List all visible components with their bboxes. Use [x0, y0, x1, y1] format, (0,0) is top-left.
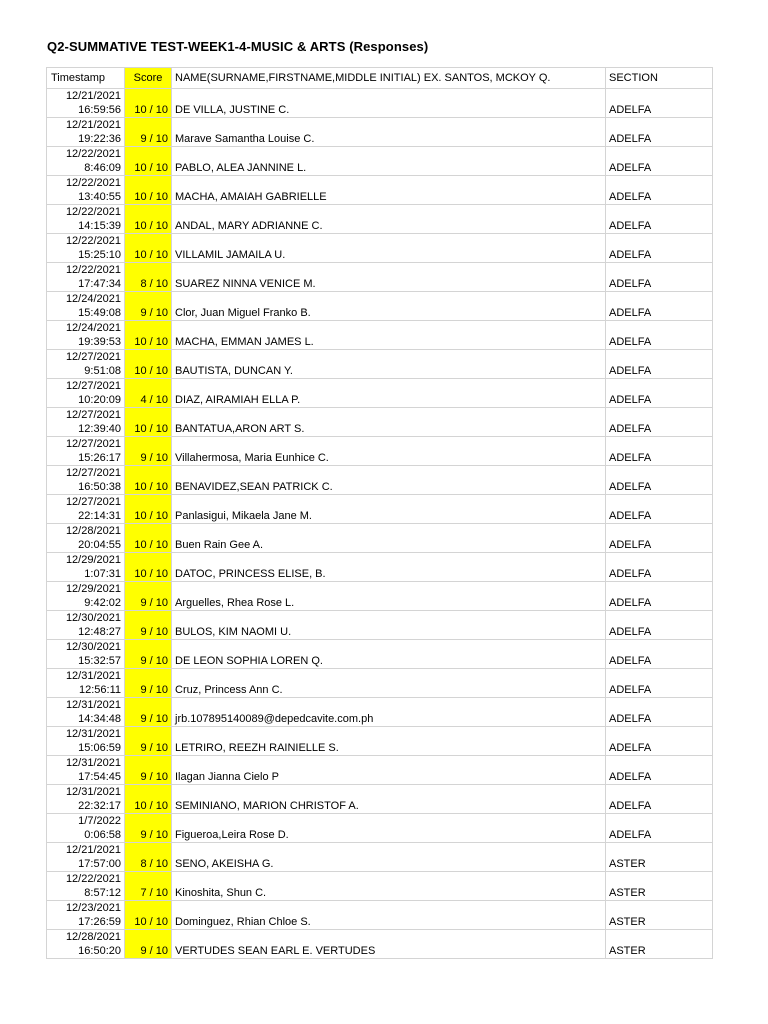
- timestamp-date: 12/24/2021: [65, 322, 121, 334]
- section-cell: ADELFA: [606, 379, 713, 408]
- score-cell: 9 / 10: [125, 640, 172, 669]
- table-row: [47, 727, 713, 756]
- name-cell: BANTATUA,ARON ART S.: [172, 408, 606, 437]
- table-row: [47, 698, 713, 727]
- table-row: [47, 466, 713, 495]
- name-cell: DATOC, PRINCESS ELISE, B.: [172, 553, 606, 582]
- timestamp-time: 17:26:59: [78, 916, 121, 928]
- section-cell: ADELFA: [606, 669, 713, 698]
- table-row: [47, 321, 713, 350]
- score-cell: 9 / 10: [125, 437, 172, 466]
- timestamp-cell: [47, 553, 125, 582]
- timestamp-time: 22:32:17: [78, 800, 121, 812]
- score-cell: 10 / 10: [125, 466, 172, 495]
- timestamp-cell: [47, 118, 125, 147]
- table-row: [47, 118, 713, 147]
- table-row: [47, 234, 713, 263]
- timestamp-date: 12/27/2021: [65, 438, 121, 450]
- timestamp-cell: [47, 872, 125, 901]
- timestamp-date: 12/30/2021: [65, 641, 121, 653]
- score-cell: 9 / 10: [125, 118, 172, 147]
- timestamp-date: 12/29/2021: [65, 554, 121, 566]
- timestamp-cell: [47, 785, 125, 814]
- column-header-name: NAME(SURNAME,FIRSTNAME,MIDDLE INITIAL) EX. SANTOS, MCKOY Q.: [172, 68, 606, 89]
- section-cell: ADELFA: [606, 321, 713, 350]
- timestamp-date: 12/22/2021: [65, 264, 121, 276]
- timestamp-time: 22:14:31: [78, 510, 121, 522]
- name-cell: DE VILLA, JUSTINE C.: [172, 89, 606, 118]
- timestamp-cell: [47, 89, 125, 118]
- timestamp-cell: [47, 698, 125, 727]
- table-row: [47, 901, 713, 930]
- timestamp-time: 12:39:40: [78, 423, 121, 435]
- score-cell: 9 / 10: [125, 930, 172, 959]
- score-cell: 10 / 10: [125, 350, 172, 379]
- timestamp-date: 12/31/2021: [65, 728, 121, 740]
- timestamp-date: 12/28/2021: [65, 931, 121, 943]
- score-cell: 10 / 10: [125, 524, 172, 553]
- timestamp-cell: [47, 727, 125, 756]
- section-cell: ADELFA: [606, 118, 713, 147]
- timestamp-date: 12/22/2021: [65, 873, 121, 885]
- section-cell: ADELFA: [606, 814, 713, 843]
- name-cell: BULOS, KIM NAOMI U.: [172, 611, 606, 640]
- section-cell: ADELFA: [606, 553, 713, 582]
- section-cell: ADELFA: [606, 611, 713, 640]
- name-cell: Figueroa,Leira Rose D.: [172, 814, 606, 843]
- section-cell: ADELFA: [606, 524, 713, 553]
- timestamp-date: 12/31/2021: [65, 670, 121, 682]
- timestamp-time: 12:56:11: [78, 684, 121, 696]
- table-row: [47, 843, 713, 872]
- table-row: [47, 785, 713, 814]
- table-row: [47, 379, 713, 408]
- timestamp-time: 14:15:39: [78, 220, 121, 232]
- timestamp-time: 15:25:10: [78, 249, 121, 261]
- timestamp-time: 8:57:12: [84, 887, 121, 899]
- table-row: [47, 89, 713, 118]
- table-row: [47, 408, 713, 437]
- section-cell: ADELFA: [606, 727, 713, 756]
- timestamp-time: 0:06:58: [84, 829, 121, 841]
- score-cell: 8 / 10: [125, 263, 172, 292]
- timestamp-cell: [47, 292, 125, 321]
- timestamp-time: 12:48:27: [78, 626, 121, 638]
- section-cell: ASTER: [606, 872, 713, 901]
- timestamp-cell: [47, 205, 125, 234]
- table-row: [47, 814, 713, 843]
- timestamp-cell: [47, 930, 125, 959]
- timestamp-time: 15:32:57: [78, 655, 121, 667]
- name-cell: Villahermosa, Maria Eunhice C.: [172, 437, 606, 466]
- section-cell: ADELFA: [606, 640, 713, 669]
- timestamp-time: 13:40:55: [78, 191, 121, 203]
- timestamp-cell: [47, 495, 125, 524]
- section-cell: ADELFA: [606, 292, 713, 321]
- timestamp-time: 15:26:17: [78, 452, 121, 464]
- timestamp-cell: [47, 901, 125, 930]
- section-cell: ADELFA: [606, 176, 713, 205]
- timestamp-cell: [47, 408, 125, 437]
- section-cell: ADELFA: [606, 234, 713, 263]
- timestamp-date: 12/31/2021: [65, 786, 121, 798]
- name-cell: Panlasigui, Mikaela Jane M.: [172, 495, 606, 524]
- table-row: [47, 495, 713, 524]
- timestamp-time: 15:06:59: [78, 742, 121, 754]
- timestamp-date: 12/27/2021: [65, 380, 121, 392]
- table-row: [47, 582, 713, 611]
- name-cell: VERTUDES SEAN EARL E. VERTUDES: [172, 930, 606, 959]
- score-cell: 10 / 10: [125, 321, 172, 350]
- timestamp-cell: [47, 263, 125, 292]
- column-header-section: SECTION: [606, 68, 713, 89]
- section-cell: ASTER: [606, 901, 713, 930]
- timestamp-time: 20:04:55: [78, 539, 121, 551]
- table-row: [47, 350, 713, 379]
- score-cell: 10 / 10: [125, 901, 172, 930]
- name-cell: Buen Rain Gee A.: [172, 524, 606, 553]
- table-row: [47, 553, 713, 582]
- table-row: [47, 872, 713, 901]
- timestamp-cell: [47, 466, 125, 495]
- timestamp-time: 8:46:09: [84, 162, 121, 174]
- timestamp-time: 1:07:31: [84, 568, 121, 580]
- timestamp-date: 12/22/2021: [65, 206, 121, 218]
- timestamp-date: 12/31/2021: [65, 699, 121, 711]
- timestamp-date: 12/22/2021: [65, 235, 121, 247]
- timestamp-date: 12/27/2021: [65, 351, 121, 363]
- timestamp-date: 12/22/2021: [65, 148, 121, 160]
- name-cell: DIAZ, AIRAMIAH ELLA P.: [172, 379, 606, 408]
- timestamp-time: 15:49:08: [78, 307, 121, 319]
- name-cell: jrb.107895140089@depedcavite.com.ph: [172, 698, 606, 727]
- score-cell: 10 / 10: [125, 495, 172, 524]
- name-cell: ANDAL, MARY ADRIANNE C.: [172, 205, 606, 234]
- column-header-score: Score: [125, 68, 172, 89]
- name-cell: Cruz, Princess Ann C.: [172, 669, 606, 698]
- responses-table: [46, 67, 713, 959]
- section-cell: ASTER: [606, 930, 713, 959]
- timestamp-cell: [47, 611, 125, 640]
- timestamp-cell: [47, 350, 125, 379]
- timestamp-date: 12/21/2021: [65, 119, 121, 131]
- timestamp-cell: [47, 321, 125, 350]
- score-cell: 10 / 10: [125, 176, 172, 205]
- score-cell: 10 / 10: [125, 147, 172, 176]
- timestamp-time: 19:22:36: [78, 133, 121, 145]
- section-cell: ADELFA: [606, 466, 713, 495]
- column-header-timestamp: Timestamp: [47, 68, 125, 89]
- timestamp-date: 12/31/2021: [65, 757, 121, 769]
- score-cell: 10 / 10: [125, 785, 172, 814]
- timestamp-time: 16:59:56: [78, 104, 121, 116]
- timestamp-time: 10:20:09: [78, 394, 121, 406]
- timestamp-date: 12/21/2021: [65, 844, 121, 856]
- timestamp-date: 1/7/2022: [78, 815, 121, 827]
- section-cell: ADELFA: [606, 495, 713, 524]
- score-cell: 9 / 10: [125, 756, 172, 785]
- score-cell: 10 / 10: [125, 408, 172, 437]
- table-row: [47, 524, 713, 553]
- score-cell: 9 / 10: [125, 582, 172, 611]
- name-cell: DE LEON SOPHIA LOREN Q.: [172, 640, 606, 669]
- table-row: [47, 263, 713, 292]
- table-row: [47, 205, 713, 234]
- section-cell: ASTER: [606, 843, 713, 872]
- timestamp-time: 19:39:53: [78, 336, 121, 348]
- name-cell: Ilagan Jianna Cielo P: [172, 756, 606, 785]
- name-cell: LETRIRO, REEZH RAINIELLE S.: [172, 727, 606, 756]
- timestamp-time: 17:57:00: [78, 858, 121, 870]
- timestamp-time: 17:47:34: [78, 278, 121, 290]
- timestamp-date: 12/30/2021: [65, 612, 121, 624]
- score-cell: 8 / 10: [125, 843, 172, 872]
- timestamp-cell: [47, 814, 125, 843]
- timestamp-cell: [47, 669, 125, 698]
- timestamp-cell: [47, 437, 125, 466]
- name-cell: BENAVIDEZ,SEAN PATRICK C.: [172, 466, 606, 495]
- score-cell: 9 / 10: [125, 814, 172, 843]
- timestamp-time: 9:42:02: [84, 597, 121, 609]
- timestamp-time: 16:50:38: [78, 481, 121, 493]
- name-cell: VILLAMIL JAMAILA U.: [172, 234, 606, 263]
- timestamp-date: 12/27/2021: [65, 409, 121, 421]
- score-cell: 9 / 10: [125, 611, 172, 640]
- table-row: [47, 176, 713, 205]
- section-cell: ADELFA: [606, 785, 713, 814]
- timestamp-cell: [47, 234, 125, 263]
- name-cell: Dominguez, Rhian Chloe S.: [172, 901, 606, 930]
- score-cell: 9 / 10: [125, 669, 172, 698]
- timestamp-cell: [47, 640, 125, 669]
- name-cell: SEMINIANO, MARION CHRISTOF A.: [172, 785, 606, 814]
- timestamp-date: 12/28/2021: [65, 525, 121, 537]
- section-cell: ADELFA: [606, 350, 713, 379]
- timestamp-cell: [47, 379, 125, 408]
- name-cell: Marave Samantha Louise C.: [172, 118, 606, 147]
- timestamp-time: 16:50:20: [78, 945, 121, 957]
- name-cell: Kinoshita, Shun C.: [172, 872, 606, 901]
- section-cell: ADELFA: [606, 263, 713, 292]
- table-row: [47, 147, 713, 176]
- score-cell: 7 / 10: [125, 872, 172, 901]
- name-cell: Clor, Juan Miguel Franko B.: [172, 292, 606, 321]
- timestamp-cell: [47, 524, 125, 553]
- timestamp-time: 17:54:45: [78, 771, 121, 783]
- section-cell: ADELFA: [606, 89, 713, 118]
- section-cell: ADELFA: [606, 147, 713, 176]
- timestamp-cell: [47, 756, 125, 785]
- timestamp-date: 12/27/2021: [65, 496, 121, 508]
- section-cell: ADELFA: [606, 437, 713, 466]
- timestamp-time: 9:51:08: [84, 365, 121, 377]
- section-cell: ADELFA: [606, 205, 713, 234]
- timestamp-time: 14:34:48: [78, 713, 121, 725]
- table-row: [47, 611, 713, 640]
- name-cell: SENO, AKEISHA G.: [172, 843, 606, 872]
- timestamp-cell: [47, 147, 125, 176]
- score-cell: 10 / 10: [125, 205, 172, 234]
- section-cell: ADELFA: [606, 756, 713, 785]
- timestamp-cell: [47, 582, 125, 611]
- document-title: Q2-SUMMATIVE TEST-WEEK1-4-MUSIC & ARTS (Responses): [47, 39, 429, 54]
- table-header-row: [47, 68, 713, 89]
- name-cell: PABLO, ALEA JANNINE L.: [172, 147, 606, 176]
- name-cell: MACHA, EMMAN JAMES L.: [172, 321, 606, 350]
- timestamp-date: 12/24/2021: [65, 293, 121, 305]
- name-cell: Arguelles, Rhea Rose L.: [172, 582, 606, 611]
- score-cell: 10 / 10: [125, 553, 172, 582]
- score-cell: 9 / 10: [125, 727, 172, 756]
- timestamp-date: 12/21/2021: [65, 90, 121, 102]
- section-cell: ADELFA: [606, 698, 713, 727]
- table-row: [47, 756, 713, 785]
- score-cell: 9 / 10: [125, 698, 172, 727]
- score-cell: 9 / 10: [125, 292, 172, 321]
- name-cell: MACHA, AMAIAH GABRIELLE: [172, 176, 606, 205]
- timestamp-date: 12/22/2021: [65, 177, 121, 189]
- name-cell: BAUTISTA, DUNCAN Y.: [172, 350, 606, 379]
- table-row: [47, 292, 713, 321]
- score-cell: 4 / 10: [125, 379, 172, 408]
- table-row: [47, 640, 713, 669]
- timestamp-date: 12/27/2021: [65, 467, 121, 479]
- table-row: [47, 669, 713, 698]
- timestamp-date: 12/23/2021: [65, 902, 121, 914]
- timestamp-cell: [47, 843, 125, 872]
- name-cell: SUAREZ NINNA VENICE M.: [172, 263, 606, 292]
- table-row: [47, 930, 713, 959]
- score-cell: 10 / 10: [125, 89, 172, 118]
- section-cell: ADELFA: [606, 582, 713, 611]
- score-cell: 10 / 10: [125, 234, 172, 263]
- timestamp-cell: [47, 176, 125, 205]
- timestamp-date: 12/29/2021: [65, 583, 121, 595]
- section-cell: ADELFA: [606, 408, 713, 437]
- table-row: [47, 437, 713, 466]
